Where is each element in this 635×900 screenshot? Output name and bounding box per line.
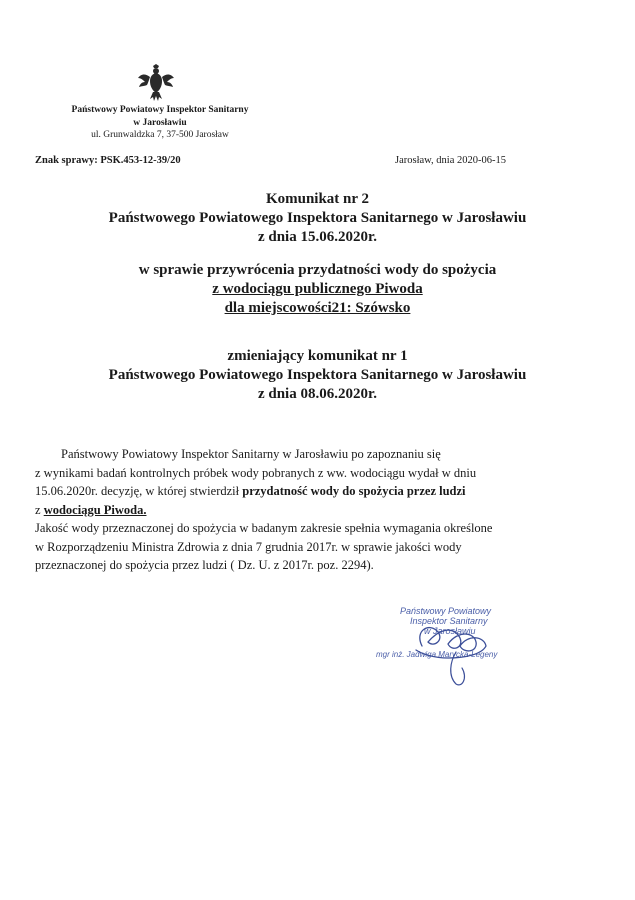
stamp-line: Inspektor Sanitarny — [410, 616, 488, 626]
stamp-name: mgr inż. Jadwiga Marycka-Legeny — [376, 650, 498, 659]
body-text-normal: z — [35, 502, 44, 517]
case-reference — [35, 155, 181, 166]
amends-block — [0, 347, 635, 404]
body-text-normal: 15.06.2020r. decyzję, w której stwierdził — [35, 484, 243, 498]
case-label: Znak sprawy: — [35, 155, 98, 166]
title-line: Państwowego Powiatowego Inspektora Sanitarnego w Jarosławiu — [108, 210, 527, 226]
place-date: Jarosław, dnia 2020-06-15 — [395, 155, 507, 166]
amends-line: z dnia 08.06.2020r. — [257, 386, 378, 402]
issuer-name: Państwowy Powiatowy Inspektor Sanitarny — [71, 105, 249, 115]
stamp-line: Państwowy Powiatowy — [400, 606, 492, 616]
title-block — [0, 190, 635, 247]
subject-line-underlined: z wodociągu publicznego Piwoda — [212, 281, 423, 297]
body-text — [35, 445, 600, 575]
body-line: z wynikami badań kontrolnych próbek wody pobranych z ww. wodociągu wydał w dniu — [35, 465, 477, 480]
body-text-bold: przydatność wody do spożycia przez ludzi — [242, 484, 466, 498]
body-line: przeznaczonej do spożycia przez ludzi ( Dz. U. z 2017r. poz. 2294). — [35, 558, 374, 572]
subject-line: w sprawie przywrócenia przydatności wody do spożycia — [138, 262, 497, 278]
title-line: z dnia 15.06.2020r. — [257, 229, 378, 245]
case-number: PSK.453-12-39/20 — [100, 155, 181, 166]
amends-line: zmieniający komunikat nr 1 — [227, 348, 408, 364]
body-line: w Rozporządzeniu Ministra Zdrowia z dnia 7 grudnia 2017r. w sprawie jakości wody — [35, 539, 462, 554]
polish-eagle-icon — [136, 63, 176, 103]
official-stamp — [372, 604, 537, 689]
issuer-block — [40, 104, 280, 142]
body-line — [35, 501, 600, 520]
body-line — [35, 482, 600, 501]
signature-icon — [372, 604, 537, 689]
subject-line-underlined: dla miejscowości21: Szówsko — [224, 300, 411, 316]
body-text-bold: wodociągu Piwoda. — [43, 502, 147, 517]
issuer-location: w Jarosławiu — [133, 117, 187, 128]
title-line: Komunikat nr 2 — [265, 191, 370, 207]
issuer-address: ul. Grunwaldzka 7, 37-500 Jarosław — [91, 130, 229, 140]
body-line: Jakość wody przeznaczonej do spożycia w badanym zakresie spełnia wymagania określone — [35, 521, 493, 535]
subject-block — [0, 261, 635, 318]
body-line: Państwowy Powiatowy Inspektor Sanitarny w Jarosławiu po zapoznaniu się — [61, 447, 441, 461]
stamp-line: w Jarosławiu — [424, 626, 476, 636]
amends-line: Państwowego Powiatowego Inspektora Sanitarnego w Jarosławiu — [108, 367, 527, 383]
